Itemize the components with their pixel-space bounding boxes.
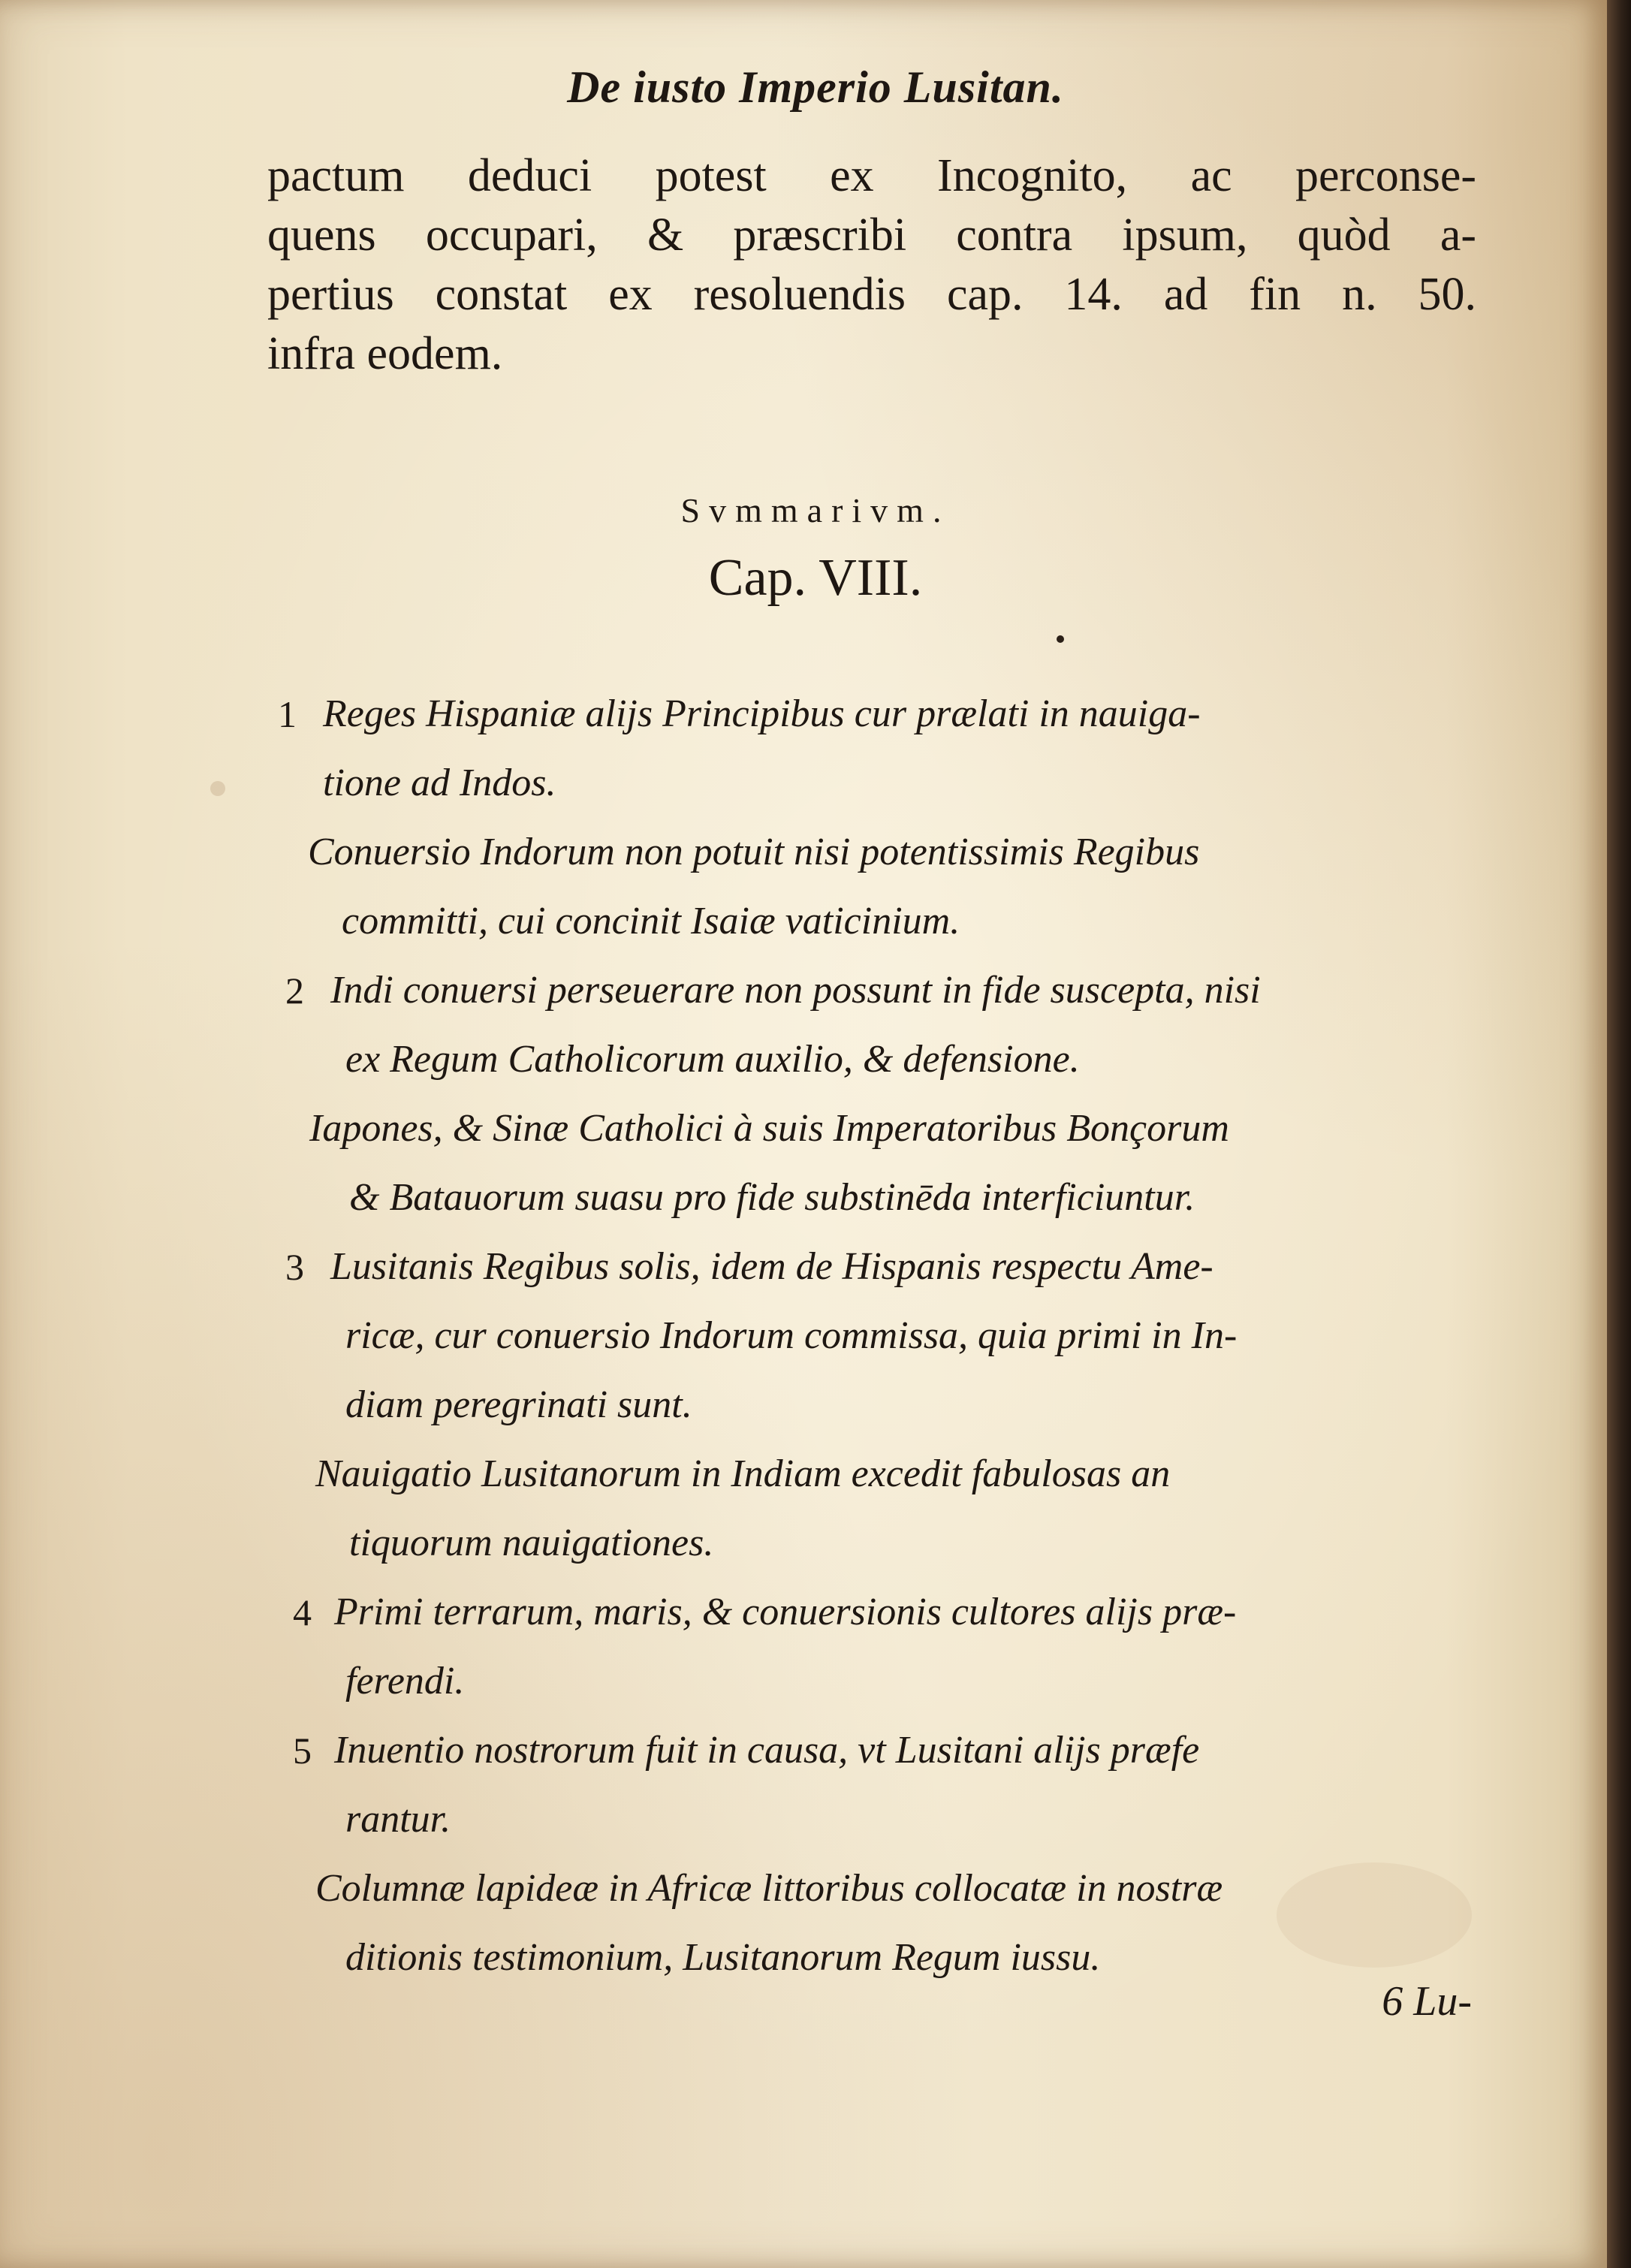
- entry-number: 4: [293, 1591, 312, 1633]
- entry-line: [0, 1371, 1631, 1440]
- entry-line: [0, 1578, 1631, 1647]
- summary-heading: Svmmarivm.: [680, 491, 951, 529]
- intro-line: infra eodem.: [267, 328, 503, 379]
- catchword: 6 Lu-: [1382, 1978, 1472, 2025]
- entry-text: ricæ, cur conuersio Indorum commissa, quia primi in In-: [345, 1314, 1238, 1357]
- entry-line: [0, 1716, 1631, 1785]
- entry-text: Reges Hispaniæ alijs Principibus cur prælati in nauiga-: [323, 692, 1201, 735]
- entry-text: diam peregrinati sunt.: [345, 1383, 692, 1426]
- entry-line: [0, 1509, 1631, 1578]
- entry-line: [0, 1163, 1631, 1232]
- page-edge: [1607, 0, 1631, 2268]
- entry-line: [0, 1440, 1631, 1509]
- chapter-heading: Cap. VIII.: [708, 549, 923, 607]
- intro-paragraph: [267, 146, 1476, 384]
- entry-number: 2: [285, 970, 304, 1012]
- entry-text: Nauigatio Lusitanorum in Indiam excedit fabulosas an: [315, 1452, 1171, 1495]
- entry-line: [0, 1854, 1631, 1923]
- entry-line: [0, 1025, 1631, 1094]
- entry-line: [0, 1647, 1631, 1716]
- entry-text: Primi terrarum, maris, & conuersionis cultores alijs præ-: [334, 1591, 1237, 1633]
- entry-text: tiquorum nauigationes.: [349, 1522, 714, 1564]
- ornament-dot: [1057, 635, 1064, 643]
- entry-line: [0, 818, 1631, 887]
- entry-line: [0, 1301, 1631, 1371]
- summary-entries: [0, 680, 1631, 1992]
- intro-line: pactum deduci potest ex Incognito, ac perconse-: [267, 150, 1476, 201]
- entry-text: Iapones, & Sinæ Catholici à suis Imperatoribus Bonçorum: [309, 1107, 1229, 1150]
- entry-text: Columnæ lapideæ in Africæ littoribus collocatæ in nostræ: [315, 1867, 1223, 1910]
- entry-number: 1: [278, 693, 297, 735]
- entry-number: 3: [285, 1246, 304, 1288]
- running-head: De iusto Imperio Lusitan.: [567, 62, 1064, 112]
- entry-text: & Batauorum suasu pro fide substinēda interficiuntur.: [349, 1176, 1195, 1219]
- entry-text: Inuentio nostrorum fuit in causa, vt Lusitani alijs præfe: [334, 1729, 1200, 1772]
- entry-number: 5: [293, 1730, 312, 1772]
- entry-text: Lusitanis Regibus solis, idem de Hispanis respectu Ame-: [330, 1245, 1213, 1288]
- entry-text: rantur.: [345, 1798, 451, 1841]
- entry-text: Conuersio Indorum non potuit nisi potentissimis Regibus: [308, 831, 1200, 873]
- entry-line: [0, 1785, 1631, 1854]
- entry-line: [0, 956, 1631, 1025]
- entry-line: [0, 1232, 1631, 1301]
- entry-text: Indi conuersi perseuerare non possunt in fide suscepta, nisi: [330, 969, 1261, 1012]
- entry-line: [0, 887, 1631, 956]
- entry-line: [0, 749, 1631, 818]
- entry-text: tione ad Indos.: [323, 762, 556, 804]
- entry-text: ex Regum Catholicorum auxilio, & defensione.: [345, 1038, 1080, 1081]
- entry-text: ferendi.: [345, 1660, 465, 1703]
- entry-text: committi, cui concinit Isaiæ vaticinium.: [342, 900, 960, 942]
- intro-line: quens occupari, & præscribi contra ipsum, quòd a-: [267, 210, 1476, 261]
- entry-text: ditionis testimonium, Lusitanorum Regum iussu.: [345, 1936, 1101, 1979]
- entry-line: [0, 1094, 1631, 1163]
- intro-line: pertius constat ex resoluendis cap. 14. ad fin n. 50.: [267, 269, 1476, 320]
- entry-line: [0, 680, 1631, 749]
